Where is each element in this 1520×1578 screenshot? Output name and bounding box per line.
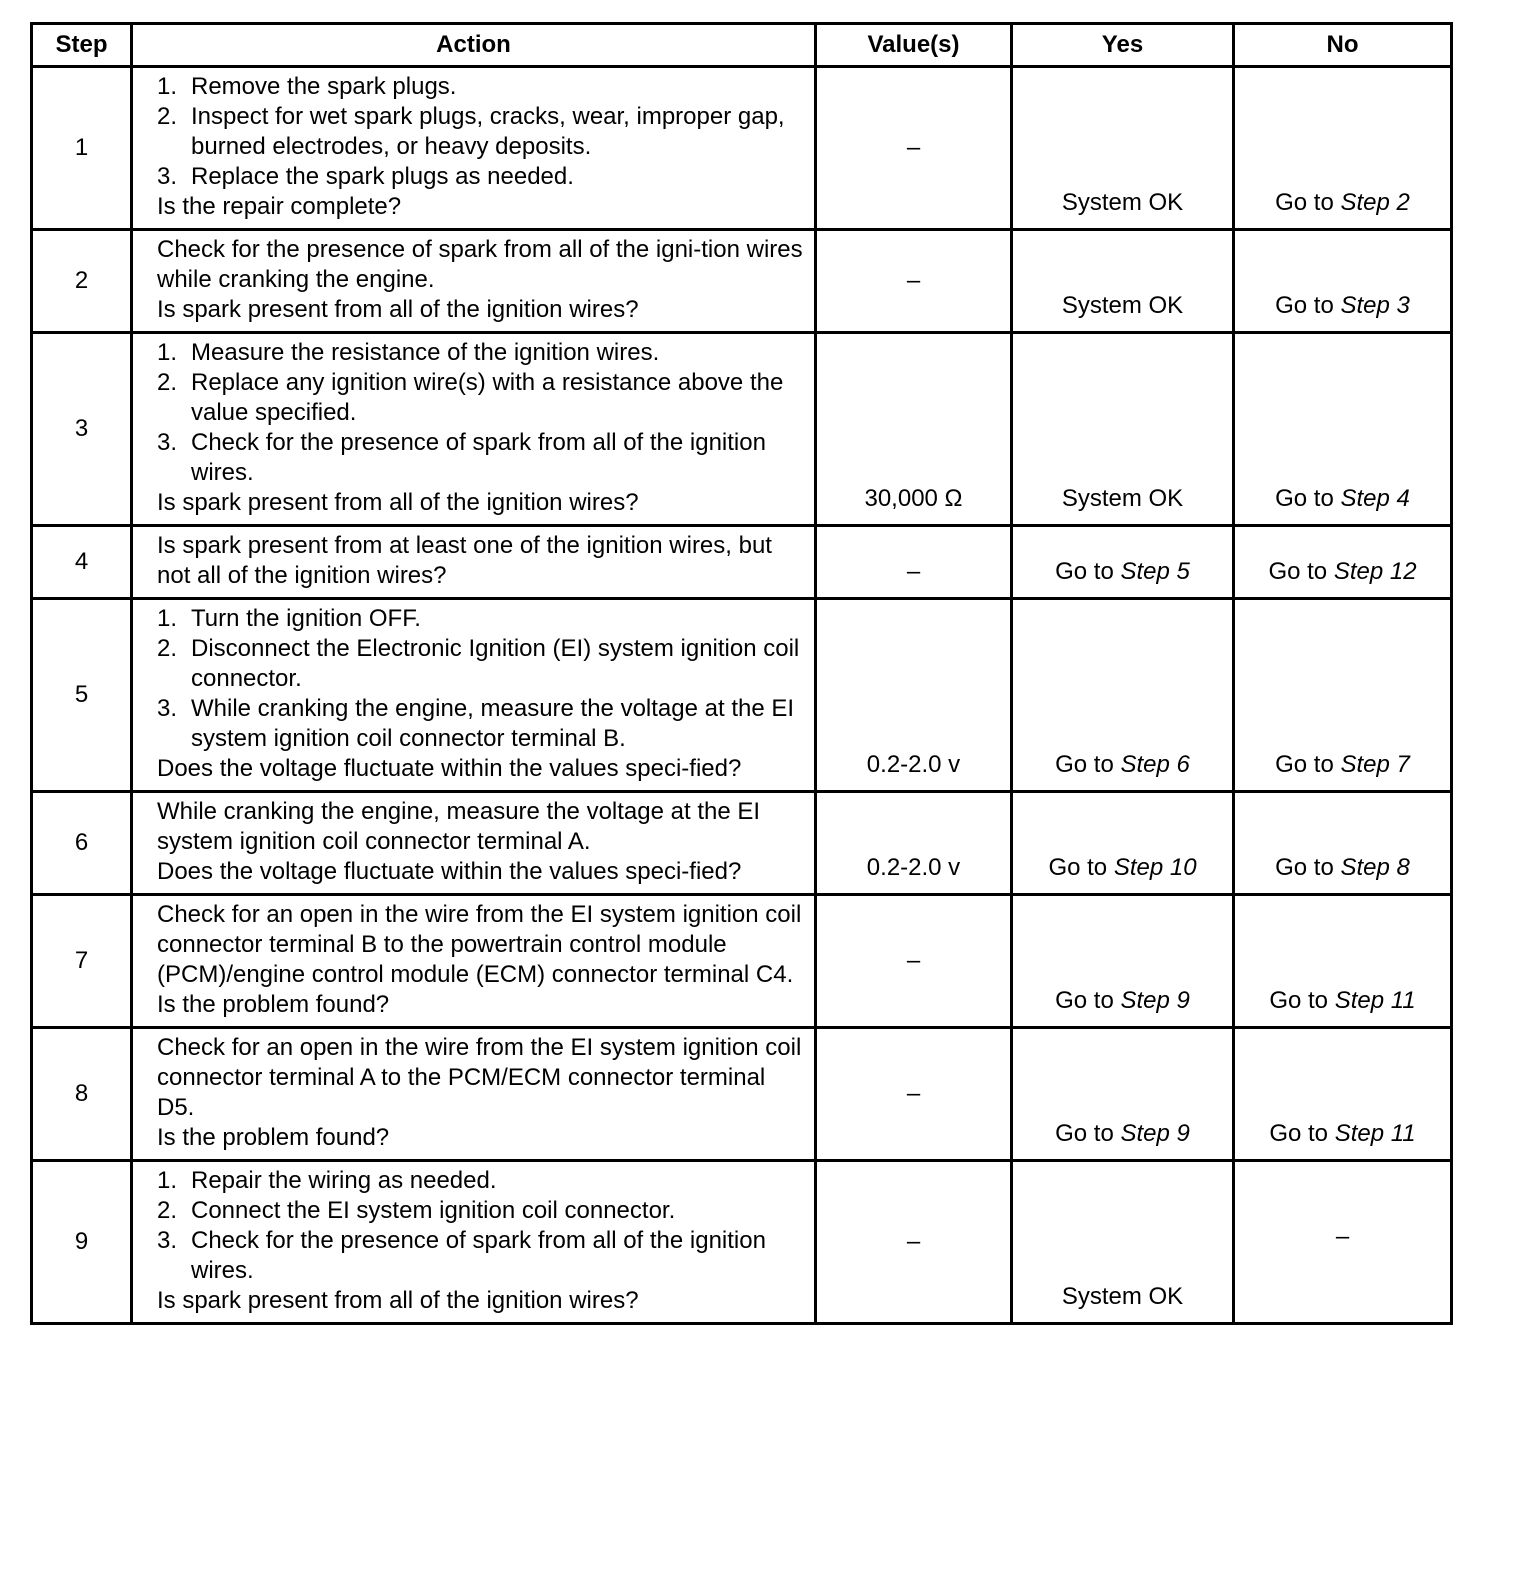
instruction-text: Turn the ignition OFF.	[191, 605, 421, 632]
instruction-number: 2.	[157, 369, 178, 396]
yes-result: System OK	[1061, 1283, 1184, 1310]
yes-result: System OK	[1061, 189, 1184, 216]
step-number: 1	[32, 67, 132, 230]
no-goto-step: Step 11	[1334, 987, 1416, 1014]
instruction-text: Measure the resistance of the ignition wires.	[191, 339, 660, 366]
action-text: Is spark present from all of the ignition wires?	[157, 296, 639, 323]
header-step: Step	[32, 24, 132, 67]
value-cell: 0.2-2.0 v	[816, 599, 1012, 792]
yes-goto-prefix: Go to	[1055, 558, 1121, 585]
instruction-number: 3.	[157, 163, 178, 190]
instruction-number: 3.	[157, 429, 178, 456]
action-cell	[132, 1161, 816, 1324]
instruction-text: Remove the spark plugs.	[191, 73, 457, 100]
action-cell	[132, 230, 816, 333]
action-text: Does the voltage fluctuate within the values speci-fied?	[157, 755, 742, 782]
no-goto-step: Step 12	[1333, 558, 1417, 585]
instruction-number: 3.	[157, 695, 178, 722]
table-row	[32, 1161, 1452, 1324]
yes-result: System OK	[1061, 292, 1184, 319]
yes-cell	[1012, 333, 1234, 526]
instruction-number: 3.	[157, 1227, 178, 1254]
value-cell: –	[816, 526, 1012, 599]
yes-cell	[1012, 230, 1234, 333]
step-number: 8	[32, 1028, 132, 1161]
yes-goto-step: Step 5	[1120, 558, 1190, 585]
yes-cell	[1012, 599, 1234, 792]
instruction-text: Inspect for wet spark plugs, cracks, wear, improper gap, burned electrodes, or heavy deposits.	[191, 103, 785, 160]
action-text: Is spark present from all of the ignition wires?	[157, 1287, 639, 1314]
no-goto-step: Step 7	[1340, 751, 1410, 778]
no-cell	[1234, 895, 1452, 1028]
table-row	[32, 333, 1452, 526]
no-goto-step: Step 8	[1340, 854, 1410, 881]
numbered-instruction	[157, 102, 804, 162]
step-number: 6	[32, 792, 132, 895]
step-number: 2	[32, 230, 132, 333]
value-cell: –	[816, 230, 1012, 333]
step-number: 7	[32, 895, 132, 1028]
instruction-number: 2.	[157, 103, 178, 130]
action-text: Is the repair complete?	[157, 193, 402, 220]
no-cell	[1234, 333, 1452, 526]
no-cell	[1234, 1028, 1452, 1161]
instruction-text: Check for the presence of spark from all of the ignition wires.	[191, 1227, 766, 1284]
value-cell: 0.2-2.0 v	[816, 792, 1012, 895]
header-yes: Yes	[1012, 24, 1234, 67]
instruction-text: Repair the wiring as needed.	[191, 1167, 497, 1194]
no-goto-step: Step 4	[1340, 485, 1410, 512]
value-cell: –	[816, 1161, 1012, 1324]
no-goto-step: Step 3	[1340, 292, 1410, 319]
action-cell	[132, 333, 816, 526]
action-text: Check for an open in the wire from the EI system ignition coil connector terminal B to the powertrain control module (PCM)/engine control module (ECM) connector terminal C4.	[157, 901, 802, 988]
table-row	[32, 895, 1452, 1028]
no-goto-prefix: Go to	[1275, 854, 1341, 881]
step-number: 4	[32, 526, 132, 599]
step-number: 9	[32, 1161, 132, 1324]
yes-cell	[1012, 1161, 1234, 1324]
table-row	[32, 67, 1452, 230]
yes-cell	[1012, 67, 1234, 230]
yes-goto-step: Step 9	[1120, 987, 1190, 1014]
no-goto-prefix: Go to	[1268, 558, 1334, 585]
action-cell	[132, 599, 816, 792]
step-number: 3	[32, 333, 132, 526]
yes-result: System OK	[1061, 485, 1184, 512]
numbered-instruction	[157, 634, 804, 694]
table-row	[32, 599, 1452, 792]
numbered-instruction	[157, 368, 804, 428]
table-row	[32, 230, 1452, 333]
yes-goto-prefix: Go to	[1055, 987, 1121, 1014]
header-action: Action	[132, 24, 816, 67]
table-row	[32, 526, 1452, 599]
no-goto-prefix: Go to	[1275, 485, 1341, 512]
instruction-text: Replace the spark plugs as needed.	[191, 163, 574, 190]
yes-goto-step: Step 10	[1113, 854, 1197, 881]
no-goto-prefix: Go to	[1275, 292, 1341, 319]
header-row	[32, 24, 1452, 67]
action-cell	[132, 67, 816, 230]
value-cell: –	[816, 895, 1012, 1028]
numbered-instruction	[157, 1196, 804, 1226]
instruction-number: 1.	[157, 605, 178, 632]
no-cell	[1234, 599, 1452, 792]
instruction-text: Disconnect the Electronic Ignition (EI) system ignition coil connector.	[191, 635, 800, 692]
header-values: Value(s)	[816, 24, 1012, 67]
no-result: –	[1335, 1223, 1350, 1250]
instruction-number: 1.	[157, 73, 178, 100]
numbered-instruction	[157, 72, 804, 102]
no-goto-prefix: Go to	[1275, 751, 1341, 778]
numbered-instruction	[157, 162, 804, 192]
action-cell	[132, 895, 816, 1028]
action-cell	[132, 526, 816, 599]
numbered-instruction	[157, 1226, 804, 1286]
numbered-instruction	[157, 694, 804, 754]
table-body	[32, 67, 1452, 1324]
instruction-text: Connect the EI system ignition coil connector.	[191, 1197, 676, 1224]
numbered-instruction	[157, 428, 804, 488]
numbered-instruction	[157, 1166, 804, 1196]
no-goto-step: Step 11	[1334, 1120, 1416, 1147]
action-text: Is spark present from all of the ignition wires?	[157, 489, 639, 516]
no-cell	[1234, 526, 1452, 599]
instruction-number: 1.	[157, 339, 178, 366]
yes-cell	[1012, 792, 1234, 895]
header-no: No	[1234, 24, 1452, 67]
action-cell	[132, 1028, 816, 1161]
numbered-instruction	[157, 604, 804, 634]
action-text: Is the problem found?	[157, 991, 390, 1018]
table-row	[32, 1028, 1452, 1161]
action-text: Check for the presence of spark from all of the igni-tion wires while cranking the engine.	[157, 236, 803, 293]
yes-cell	[1012, 1028, 1234, 1161]
yes-goto-prefix: Go to	[1048, 854, 1114, 881]
instruction-text: While cranking the engine, measure the voltage at the EI system ignition coil connector terminal B.	[191, 695, 795, 752]
yes-goto-prefix: Go to	[1055, 751, 1121, 778]
yes-cell	[1012, 895, 1234, 1028]
value-cell: –	[816, 1028, 1012, 1161]
no-cell	[1234, 1161, 1452, 1324]
yes-goto-step: Step 9	[1120, 1120, 1190, 1147]
no-goto-prefix: Go to	[1269, 987, 1335, 1014]
action-text: While cranking the engine, measure the voltage at the EI system ignition coil connector terminal A.	[157, 798, 761, 855]
no-goto-prefix: Go to	[1269, 1120, 1335, 1147]
value-cell: –	[816, 67, 1012, 230]
value-cell: 30,000 Ω	[816, 333, 1012, 526]
no-cell	[1234, 230, 1452, 333]
diagnostic-table	[30, 22, 1453, 1325]
instruction-number: 2.	[157, 635, 178, 662]
instruction-number: 1.	[157, 1167, 178, 1194]
action-text: Is the problem found?	[157, 1124, 390, 1151]
instruction-number: 2.	[157, 1197, 178, 1224]
numbered-instruction	[157, 338, 804, 368]
action-text: Is spark present from at least one of the ignition wires, but not all of the ignition wires?	[157, 532, 772, 589]
table-row	[32, 792, 1452, 895]
step-number: 5	[32, 599, 132, 792]
action-text: Check for an open in the wire from the EI system ignition coil connector terminal A to the PCM/ECM connector terminal D5.	[157, 1034, 802, 1121]
instruction-text: Check for the presence of spark from all of the ignition wires.	[191, 429, 766, 486]
yes-goto-prefix: Go to	[1055, 1120, 1121, 1147]
no-goto-prefix: Go to	[1275, 189, 1341, 216]
no-cell	[1234, 792, 1452, 895]
action-cell	[132, 792, 816, 895]
yes-cell	[1012, 526, 1234, 599]
action-text: Does the voltage fluctuate within the values speci-fied?	[157, 858, 742, 885]
no-cell	[1234, 67, 1452, 230]
no-goto-step: Step 2	[1340, 189, 1410, 216]
yes-goto-step: Step 6	[1120, 751, 1190, 778]
instruction-text: Replace any ignition wire(s) with a resistance above the value specified.	[191, 369, 784, 426]
